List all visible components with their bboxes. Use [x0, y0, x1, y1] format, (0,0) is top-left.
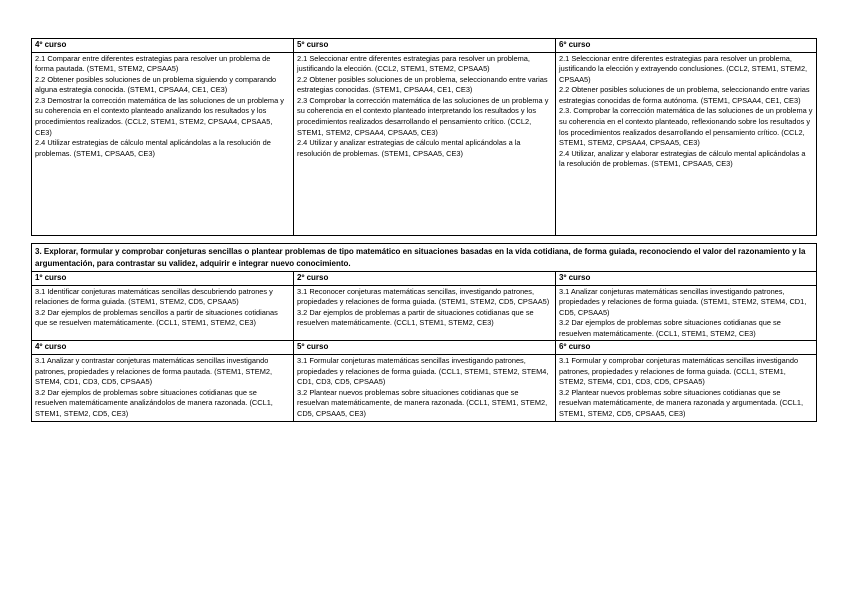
criteria-cell-grade-4 [32, 52, 294, 235]
criterion-3-1: 3.1 Reconocer conjeturas matemáticas sencillas, investigando patrones, propiedades y relaciones de forma guiada. (STEM1, STEM2, CD5, CPSAA5) [297, 286, 550, 307]
criterion-2-4: 2.4 Utilizar estrategias de cálculo mental aplicándolas a la resolución de problemas. (STEM1, CPSAA5, CE3) [35, 138, 271, 158]
criterion-3-2: 3.2 Dar ejemplos de problemas a partir de situaciones cotidianas que se resuelven matemáticamente. (CCL1, STEM1, STEM2, CE3) [297, 307, 534, 328]
intro-row [32, 244, 817, 272]
criteria-cell-grade-4 [32, 354, 294, 421]
criterion-3-1: 3.1 Formular y comprobar conjeturas matemáticas sencillas investigando patrones, propiedades y relaciones de forma guiada. (CCL1, STEM1, STEM2, STEM4, CD1, CD3, CD5, CPSAA5) [559, 355, 799, 387]
criterion-2-4: 2.4 Utilizar y analizar estrategias de cálculo mental aplicándolas a la resolución de problemas. (STEM1, CPSAA5, CE3) [297, 138, 521, 158]
criterion-2-2: 2.2 Obtener posibles soluciones de un problema, seleccionando entre varias estrategias conocidas. (STEM1, CPSAA4, CE1, CE3) [297, 74, 548, 95]
criteria-cell-grade-5 [294, 354, 556, 421]
grade-header-3: 3º curso [556, 272, 817, 286]
criterion-3-2: 3.2 Dar ejemplos de problemas sobre situaciones cotidianas que se resuelven matemáticamente. (CCL1, STEM1, STEM2, CE3) [559, 318, 781, 338]
criteria-cell-grade-6 [556, 354, 817, 421]
criterion-2-2: 2.2 Obtener posibles soluciones de un problema siguiendo y comparando alguna estrategia conocida. (STEM1, CPSAA4, CE1, CE3) [35, 74, 277, 95]
criteria-row [32, 354, 817, 421]
grade-header-4: 4º curso [32, 341, 294, 355]
grade-header-2: 2º curso [294, 272, 556, 286]
criteria-cell-grade-6 [556, 52, 817, 235]
grade-header-4: 4º curso [32, 39, 294, 53]
criterion-3-1: 3.1 Identificar conjeturas matemáticas sencillas descubriendo patrones y relaciones de forma guiada. (STEM1, STEM2, CD5, CPSAA5) [35, 286, 273, 307]
criterion-2-1: 2.1 Comparar entre diferentes estrategias para resolver un problema de forma pautada. (STEM1, STEM2, CPSAA5) [35, 53, 271, 74]
grade-header-5: 5º curso [294, 341, 556, 355]
criteria-table-competence-3 [31, 243, 817, 422]
criterion-3-1: 3.1 Analizar y contrastar conjeturas matemáticas sencillas investigando patrones, propiedades y relaciones de forma pautada. (STEM1, STEM2, STEM4, CD1, CD3, CD5, CPSAA5) [35, 355, 273, 387]
criteria-cell-grade-5 [294, 52, 556, 235]
competence-3-description: 3. Explorar, formular y comprobar conjeturas sencillas o plantear problemas de tipo matemático en situaciones basadas en la vida cotidiana, de forma guiada, reconociendo el valor del razonamiento y la argumentación, para contrastar su validez, adquirir e integrar nuevo conocimiento. [32, 244, 817, 272]
header-row [32, 39, 817, 53]
criterion-2-3: 2.3 Comprobar la corrección matemática de las soluciones de un problema y su coherencia en el contexto planteado interpretando los resultados y los procedimientos realizados desarrollando el pensamiento crítico. (CCL2, STEM1, STEM2, CPSAA4, CPSAA5, CE3) [297, 95, 549, 137]
criterion-3-1: 3.1 Analizar conjeturas matemáticas sencillas investigando patrones, propiedades y relaciones de forma guiada. (STEM1, STEM2, STEM4, CD1, CD5, CPSAA5) [559, 286, 807, 317]
criterion-2-3: 2.3 Demostrar la corrección matemática de las soluciones de un problema y su coherencia en el contexto planteado analizando los resultados y los procedimientos realizados. (CCL2, STEM1, STEM2, CPSAA4, CPSAA5, CE3) [35, 95, 284, 137]
header-row [32, 272, 817, 286]
grade-header-6: 6º curso [556, 39, 817, 53]
header-row [32, 341, 817, 355]
criteria-cell-grade-1 [32, 285, 294, 341]
criterion-2-1: 2.1 Seleccionar entre diferentes estrategias para resolver un problema, justificando la elección. (CCL2, STEM1, STEM2, CPSAA5) [297, 53, 530, 74]
grade-header-5: 5º curso [294, 39, 556, 53]
criterion-3-1: 3.1 Formular conjeturas matemáticas sencillas investigando patrones, propiedades y relaciones de forma guiada. (CCL1, STEM1, STEM2, STEM4, CD1, CD3, CD5, CPSAA5) [297, 355, 549, 387]
grade-header-1: 1º curso [32, 272, 294, 286]
criteria-cell-grade-2 [294, 285, 556, 341]
criteria-cell-grade-3 [556, 285, 817, 341]
criterion-2-4: 2.4 Utilizar, analizar y elaborar estrategias de cálculo mental aplicándolas a la resolución de problemas. (STEM1, CPSAA5, CE3) [559, 148, 806, 169]
criterion-3-2: 3.2 Dar ejemplos de problemas sobre situaciones cotidianas que se resuelven matemáticamente analizándolos de manera razonada. (CCL1, STEM1, STEM2, CD5, CE3) [35, 387, 273, 418]
criterion-3-2: 3.2 Plantear nuevos problemas sobre situaciones cotidianas que se resuelvan matemáticamente, de manera razonada. (CCL1, STEM1, STEM2, CD5, CPSAA5, CE3) [297, 387, 548, 418]
criteria-row [32, 52, 817, 235]
criterion-3-2: 3.2 Plantear nuevos problemas sobre situaciones cotidianas que se resuelvan matemáticamente, de manera razonada y argumentada. (CCL1, STEM1, STEM2, CD5, CPSAA5, CE3) [559, 387, 804, 418]
criterion-2-3: 2.3. Comprobar la corrección matemática de las soluciones de un problema y su coherencia en el contexto planteado, reflexionando sobre los resultados y los procedimientos realizados desarrollando el pensamiento crítico. (CCL2, STEM1, STEM2, CPSAA4, CPSAA5, CE3) [559, 106, 813, 148]
grade-header-6: 6º curso [556, 341, 817, 355]
criteria-table-competence-2 [31, 38, 817, 236]
criterion-3-2: 3.2 Dar ejemplos de problemas sencillos a partir de situaciones cotidianas que se resuelven matemáticamente. (CCL1, STEM1, STEM2, CE3) [35, 307, 278, 328]
criteria-row [32, 285, 817, 341]
criterion-2-2: 2.2 Obtener posibles soluciones de un problema, seleccionando entre varias estrategias conocidas de forma autónoma. (STEM1, CPSAA4, CE1, CE3) [559, 85, 810, 105]
criterion-2-1: 2.1 Seleccionar entre diferentes estrategias para resolver un problema, justificando la elección y extrayendo conclusiones. (CCL2, STEM1, STEM2, CPSAA5) [559, 53, 808, 84]
